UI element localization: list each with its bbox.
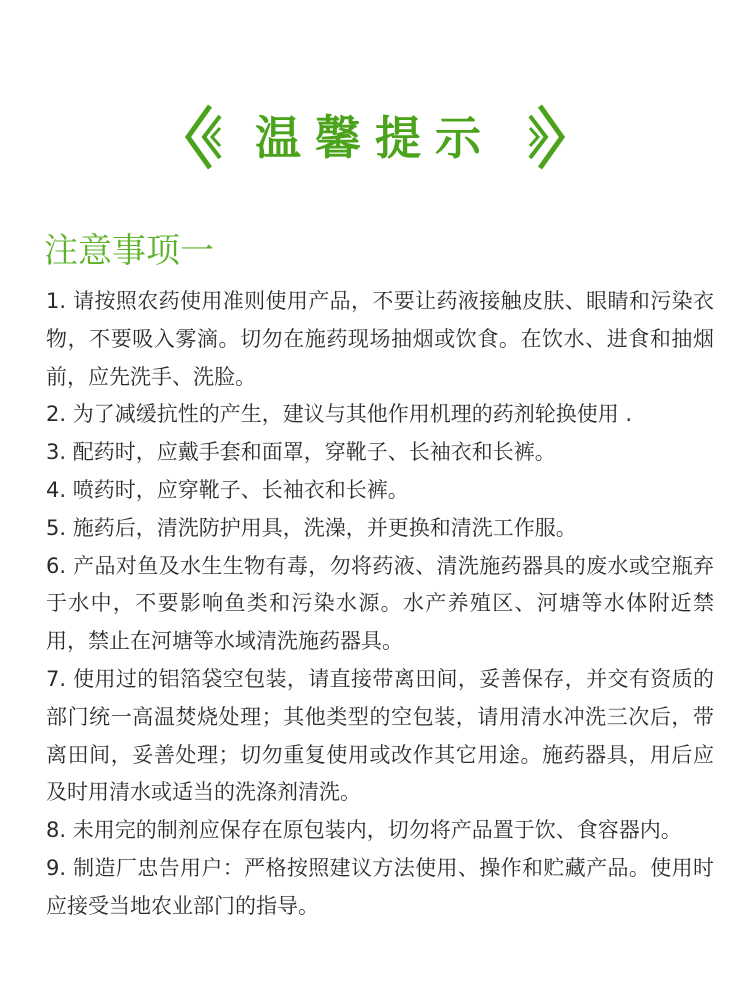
notice-item-2: 2. 为了减缓抗性的产生，建议与其他作用机理的药剂轮换使用 .: [46, 402, 633, 427]
section-title: 注意事项一: [44, 231, 214, 271]
notice-item-5: 5. 施药后，清洗防护用具，洗澡，并更换和清洗工作服。: [46, 515, 577, 540]
double-chevron-left-ornament-icon: [180, 102, 224, 172]
double-chevron-right-ornament-icon: [526, 102, 570, 172]
notice-item-1: 1. 请按照农药使用准则使用产品，不要让药液接触皮肤、眼睛和污染衣物，不要吸入雾滴。切勿在施药现场抽烟或饮食。在饮水、进食和抽烟前，应先洗手、洗脸。: [46, 289, 714, 389]
notice-list: [46, 283, 714, 926]
notice-item-9: 9. 制造厂忠告用户：严格按照建议方法使用、操作和贮藏产品。使用时应接受当地农业部门的指导。: [46, 855, 714, 918]
header-banner: [0, 100, 750, 178]
notice-item-7: 7. 使用过的铝箔袋空包装，请直接带离田间，妥善保存，并交有资质的部门统一高温焚烧处理；其他类型的空包装，请用清水冲洗三次后，带离田间，妥善处理；切勿重复使用或改作其它用途。施药器具，用后应及时用清水或适当的洗涤剂清洗。: [46, 666, 714, 805]
notice-item-6: 6. 产品对鱼及水生生物有毒，勿将药液、清洗施药器具的废水或空瓶弃于水中，不要影响鱼类和污染水源。水产养殖区、河塘等水体附近禁用，禁止在河塘等水域清洗施药器具。: [46, 553, 714, 654]
page-title: 温馨提示: [255, 111, 495, 165]
notice-item-8: 8. 未用完的制剂应保存在原包装内，切勿将产品置于饮、食容器内。: [46, 818, 682, 843]
notice-item-3: 3. 配药时，应戴手套和面罩，穿靴子、长袖衣和长裤。: [46, 440, 556, 465]
notice-item-4: 4. 喷药时，应穿靴子、长袖衣和长裤。: [46, 477, 409, 502]
